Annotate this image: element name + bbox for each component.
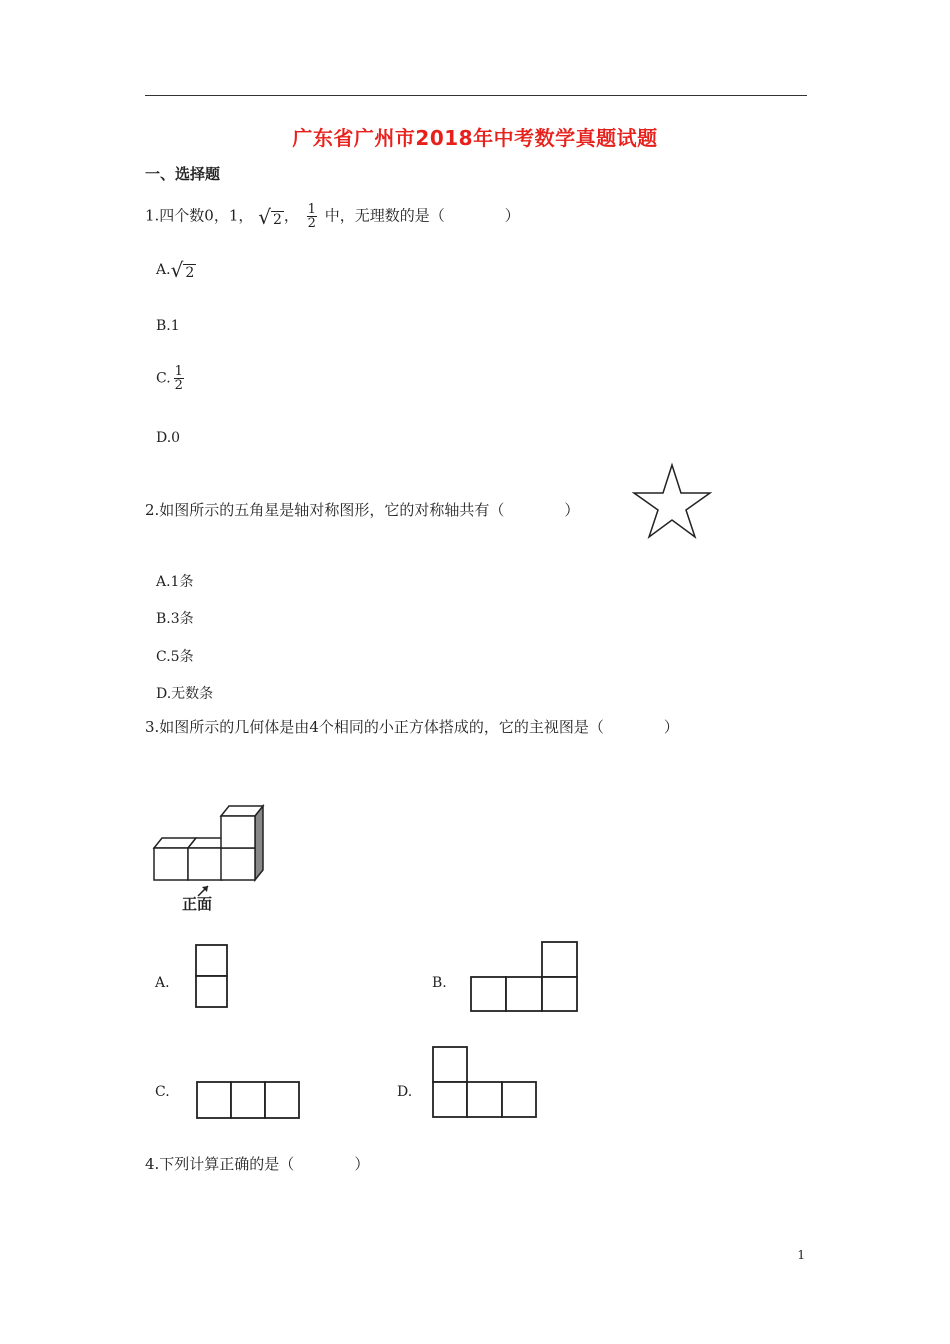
- q1-option-a[interactable]: A.√ 2: [156, 258, 195, 282]
- q2-option-b[interactable]: B.3条: [156, 611, 194, 627]
- question-4: 4.下列计算正确的是（ ）: [145, 1155, 370, 1173]
- question-1-prefix: 1.四个数0，1，: [145, 206, 254, 225]
- question-2: 2.如图所示的五角星是轴对称图形，它的对称轴共有（ ）: [145, 501, 580, 519]
- q1-option-c[interactable]: C. $\frac{1}{2}$: [156, 364, 183, 393]
- q3-option-d-label[interactable]: D.: [397, 1084, 413, 1100]
- q3-option-a-label[interactable]: A.: [155, 975, 170, 991]
- question-1-suffix: 中，无理数的是（ ）: [324, 206, 520, 225]
- q3-option-c-label[interactable]: C.: [155, 1084, 170, 1100]
- fraction-one-half: $\frac{1}{2}$: [307, 202, 316, 231]
- q1-option-b[interactable]: B.1: [156, 318, 180, 334]
- star-figure: [632, 462, 712, 540]
- q3-option-c-figure[interactable]: [196, 1081, 303, 1121]
- q2-option-c[interactable]: C.5条: [156, 649, 194, 665]
- q1-option-d[interactable]: D.0: [156, 430, 181, 446]
- q3-option-b-figure[interactable]: [470, 941, 580, 1013]
- front-view-label: 正面: [182, 895, 213, 913]
- q3-option-d-figure[interactable]: [432, 1046, 540, 1120]
- header-rule: [145, 95, 807, 96]
- question-1: [145, 203, 520, 230]
- sqrt-two: √ 2: [258, 204, 282, 229]
- cube-stack-figure: [150, 800, 275, 890]
- q3-option-a-figure[interactable]: [195, 944, 229, 1010]
- q2-option-a[interactable]: A.1条: [156, 574, 194, 590]
- q2-option-d[interactable]: D.无数条: [156, 686, 214, 702]
- page-title: 广东省广州市2018年中考数学真题试题: [292, 126, 658, 150]
- section-heading: 一、选择题: [145, 165, 221, 183]
- question-3: 3.如图所示的几何体是由4个相同的小正方体搭成的，它的主视图是（ ）: [145, 718, 679, 736]
- q3-option-b-label[interactable]: B.: [432, 975, 447, 991]
- page-number: 1: [797, 1248, 805, 1262]
- question-1-comma: ，: [283, 206, 299, 225]
